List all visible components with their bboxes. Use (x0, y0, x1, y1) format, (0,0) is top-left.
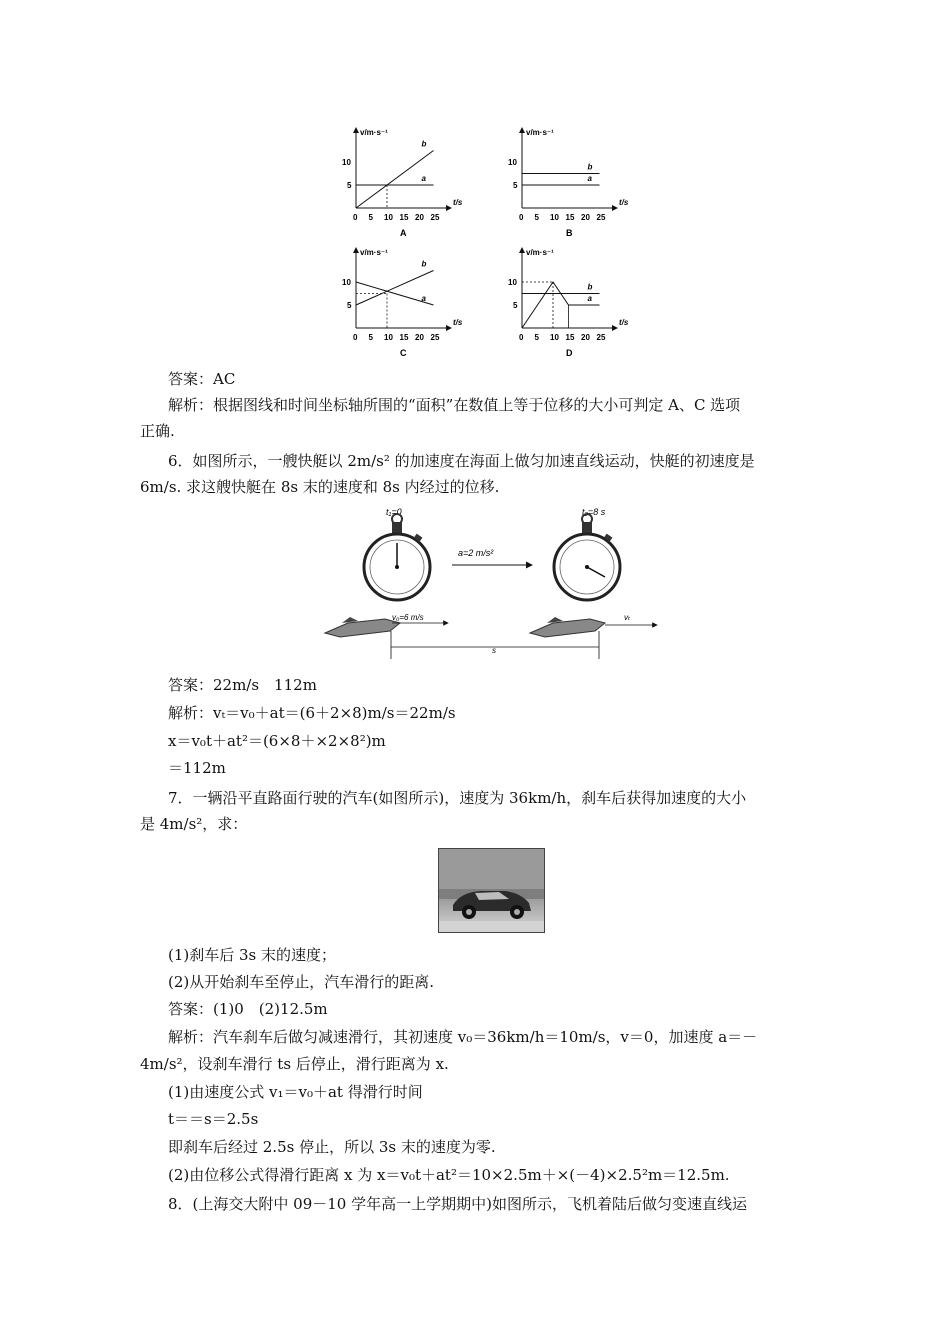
y-axis-label: v/m·s⁻¹ (526, 248, 554, 257)
q7-analysis-line2: 4m/s²，设刹车滑行 ts 后停止，滑行距离为 x. (140, 1055, 449, 1073)
x-tick-label: 15 (565, 213, 575, 222)
x-tick-label: 0 (519, 333, 524, 342)
y-tick-label: 10 (342, 158, 351, 167)
series-label-b: b (421, 259, 427, 269)
q7-analysis-line6: (2)由位移公式得滑行距离 x 为 x＝v₀t＋at²＝10×2.5m＋×(－4)×2.5²m＝12.5m. (168, 1166, 730, 1184)
x-tick-label: 5 (534, 333, 539, 342)
series-label-a: a (587, 294, 592, 303)
q7-analysis-line3: (1)由速度公式 v₁＝v₀＋at 得滑行时间 (168, 1083, 423, 1101)
vt-graph-C (342, 248, 463, 358)
series-label-a: a (421, 174, 426, 183)
sports-car-photo (438, 848, 545, 933)
series-label-b: b (587, 282, 593, 292)
x-tick-label: 5 (534, 213, 539, 222)
y-tick-label: 5 (513, 301, 518, 310)
graph-label-C: C (400, 348, 407, 358)
label-accel: a=2 m/s² (458, 548, 494, 558)
q6-analysis-line3: ＝112m (168, 759, 226, 777)
stopwatch-end-icon (554, 507, 620, 600)
q7-question-line2: 是 4m/s²，求： (140, 815, 248, 833)
x-tick-label: 0 (353, 333, 358, 342)
y-tick-label: 10 (508, 158, 517, 167)
q6-question-line2: 6m/s. 求这艘快艇在 8s 末的速度和 8s 内经过的位移. (140, 478, 500, 496)
y-tick-label: 5 (347, 301, 352, 310)
stopwatch-start-icon (364, 507, 430, 600)
q6-question-line1: 6．如图所示，一艘快艇以 2m/s² 的加速度在海面上做匀加速直线运动，快艇的初速度是 (168, 452, 755, 470)
q7-question-line1: 7．一辆沿平直路面行驶的汽车(如图所示)，速度为 36km/h，刹车后获得加速度的大小 (168, 789, 747, 807)
q8-question-line1: 8．(上海交大附中 09－10 学年高一上学期期中)如图所示，飞机着陆后做匀变速直线运 (168, 1195, 747, 1213)
q7-analysis-line4: t＝＝s＝2.5s (168, 1110, 259, 1128)
q7-answer: 答案：(1)0 (2)12.5m (168, 1000, 328, 1018)
q6-analysis-line2: x＝v₀t＋at²＝(6×8＋×2×8²)m (168, 732, 386, 750)
series-label-a: a (421, 294, 426, 303)
x-tick-label: 5 (368, 213, 373, 222)
x-tick-label: 0 (519, 213, 524, 222)
x-tick-label: 20 (581, 333, 590, 342)
y-axis-label: v/m·s⁻¹ (526, 128, 554, 137)
series-label-a: a (587, 174, 592, 183)
x-tick-label: 20 (415, 213, 424, 222)
x-tick-label: 10 (384, 213, 393, 222)
x-tick-label: 10 (384, 333, 393, 342)
y-tick-label: 5 (347, 181, 352, 190)
speedboat-end-icon (530, 617, 605, 637)
x-tick-label: 25 (430, 333, 440, 342)
vt-graphs-figure (330, 120, 660, 365)
graph-label-B: B (566, 228, 573, 238)
y-axis-label: v/m·s⁻¹ (360, 248, 388, 257)
q7-analysis-line1: 解析：汽车刹车后做匀减速滑行，其初速度 v₀＝36km/h＝10m/s，v＝0，加速度 a＝－ (168, 1028, 758, 1046)
x-axis-label: t/s (453, 318, 463, 327)
x-axis-label: t/s (619, 318, 629, 327)
x-tick-label: 25 (596, 333, 606, 342)
q5-answer: 答案：AC (168, 370, 236, 388)
label-vt: vₜ (624, 613, 631, 622)
speedboat-start-icon (325, 617, 400, 637)
x-tick-label: 25 (430, 213, 440, 222)
q7-sub2: (2)从开始刹车至停止，汽车滑行的距离. (168, 973, 435, 991)
series-label-b: b (587, 162, 593, 172)
vt-graph-A (342, 128, 463, 238)
q6-answer: 答案：22m/s 112m (168, 676, 317, 694)
x-tick-label: 20 (581, 213, 590, 222)
q7-sub1: (1)刹车后 3s 末的速度； (168, 946, 337, 964)
series-label-b: b (421, 139, 427, 149)
x-axis-label: t/s (453, 198, 463, 207)
q6-analysis-line1: 解析：vₜ＝v₀＋at＝(6＋2×8)m/s＝22m/s (168, 704, 456, 722)
y-axis-label: v/m·s⁻¹ (360, 128, 388, 137)
y-tick-label: 5 (513, 181, 518, 190)
x-tick-label: 15 (399, 213, 409, 222)
vt-graph-B (508, 128, 629, 238)
y-tick-label: 10 (508, 278, 517, 287)
x-tick-label: 15 (399, 333, 409, 342)
x-tick-label: 15 (565, 333, 575, 342)
label-v0: v₀=6 m/s (392, 613, 424, 622)
q7-analysis-line5: 即刹车后经过 2.5s 停止，所以 3s 末的速度为零. (168, 1138, 496, 1156)
graph-label-A: A (400, 228, 407, 238)
label-s: s (492, 646, 496, 655)
label-t2: t₂=8 s (582, 507, 606, 517)
q5-analysis-line2: 正确. (140, 422, 175, 440)
x-axis-label: t/s (619, 198, 629, 207)
speedboat-figure (320, 505, 665, 665)
y-tick-label: 10 (342, 278, 351, 287)
q5-analysis-line1: 解析：根据图线和时间坐标轴所围的“面积”在数值上等于位移的大小可判定 A、C 选项 (168, 396, 741, 414)
graph-label-D: D (566, 348, 573, 358)
x-tick-label: 10 (550, 333, 559, 342)
vt-graph-D (508, 248, 629, 358)
x-tick-label: 10 (550, 213, 559, 222)
label-t1: t₁=0 (386, 507, 402, 517)
x-tick-label: 5 (368, 333, 373, 342)
x-tick-label: 0 (353, 213, 358, 222)
x-tick-label: 20 (415, 333, 424, 342)
x-tick-label: 25 (596, 213, 606, 222)
